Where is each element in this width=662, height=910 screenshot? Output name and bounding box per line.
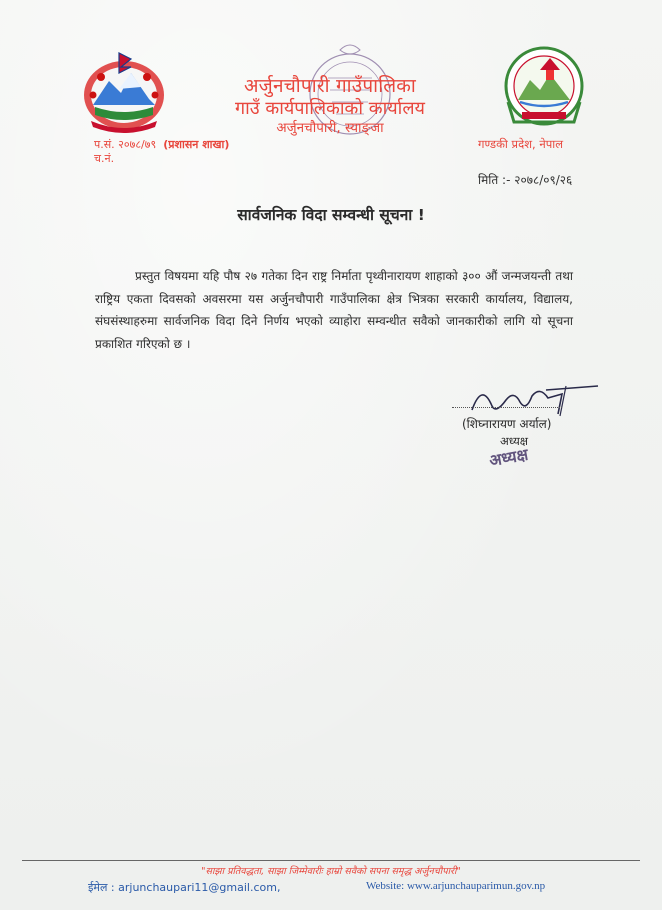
footer-divider	[22, 860, 640, 861]
dispatch-number: च.नं.	[94, 152, 115, 165]
footer-slogan: "साझा प्रतिवद्धता, साझा जिम्मेवारीः हाम्रो सवैको सपना समृद्ध अर्जुनचौपारी"	[201, 866, 461, 877]
signatory-name: (शिघ्नारायण अर्याल)	[462, 417, 552, 431]
footer-website[interactable]: Website: www.arjunchauparimun.gov.np	[366, 880, 546, 892]
signatory-stamp: अध्यक्ष	[487, 444, 530, 471]
office-address: अर्जुनचौपारी, स्याङ्जा	[276, 120, 384, 136]
reference-number	[94, 137, 229, 152]
office-subtitle: गाउँ कार्यपालिकाको कार्यालय	[235, 98, 425, 119]
signatory-title: अध्यक्ष	[500, 434, 529, 448]
email-address[interactable]: arjunchaupari11@gmail.com,	[118, 881, 281, 894]
notice-date: मिति :- २०७८/०९/२६	[478, 173, 573, 187]
footer-email	[88, 880, 280, 895]
signature-line	[452, 407, 562, 408]
office-name: अर्जुनचौपारी गाउँपालिका	[243, 75, 417, 97]
email-label: ईमेल :	[88, 881, 115, 894]
notice-subject: सार्वजनिक विदा सम्वन्धी सूचना !	[237, 206, 425, 224]
notice-body	[95, 265, 573, 355]
notice-body-text: प्रस्तुत विषयमा यहि पौष २७ गतेका दिन राष्ट्र निर्माता पृथ्वीनारायण शाहाको ३०० औं जन्मजयन्ती तथा राष्ट्रिय एकता दिवसको अवसरमा यस अर्जुनचौपारी गाउँपालिका क्षेत्र भित्रका सरकारी कार्यालय, विद्यालय, संघसंस्थाहरुमा सार्वजनिक विदा दिने निर्णय भएको व्याहोरा सम्वन्धीत सवैको जानकारीको लागि यो सूचना प्रकाशित गरिएको छ ।	[95, 269, 573, 351]
province-label: गण्डकी प्रदेश, नेपाल	[478, 137, 564, 151]
reference-branch: (प्रशासन शाखा)	[163, 138, 230, 151]
reference-prefix: प.सं. २०७८/७९	[94, 138, 157, 151]
municipality-logo-icon	[500, 44, 588, 128]
